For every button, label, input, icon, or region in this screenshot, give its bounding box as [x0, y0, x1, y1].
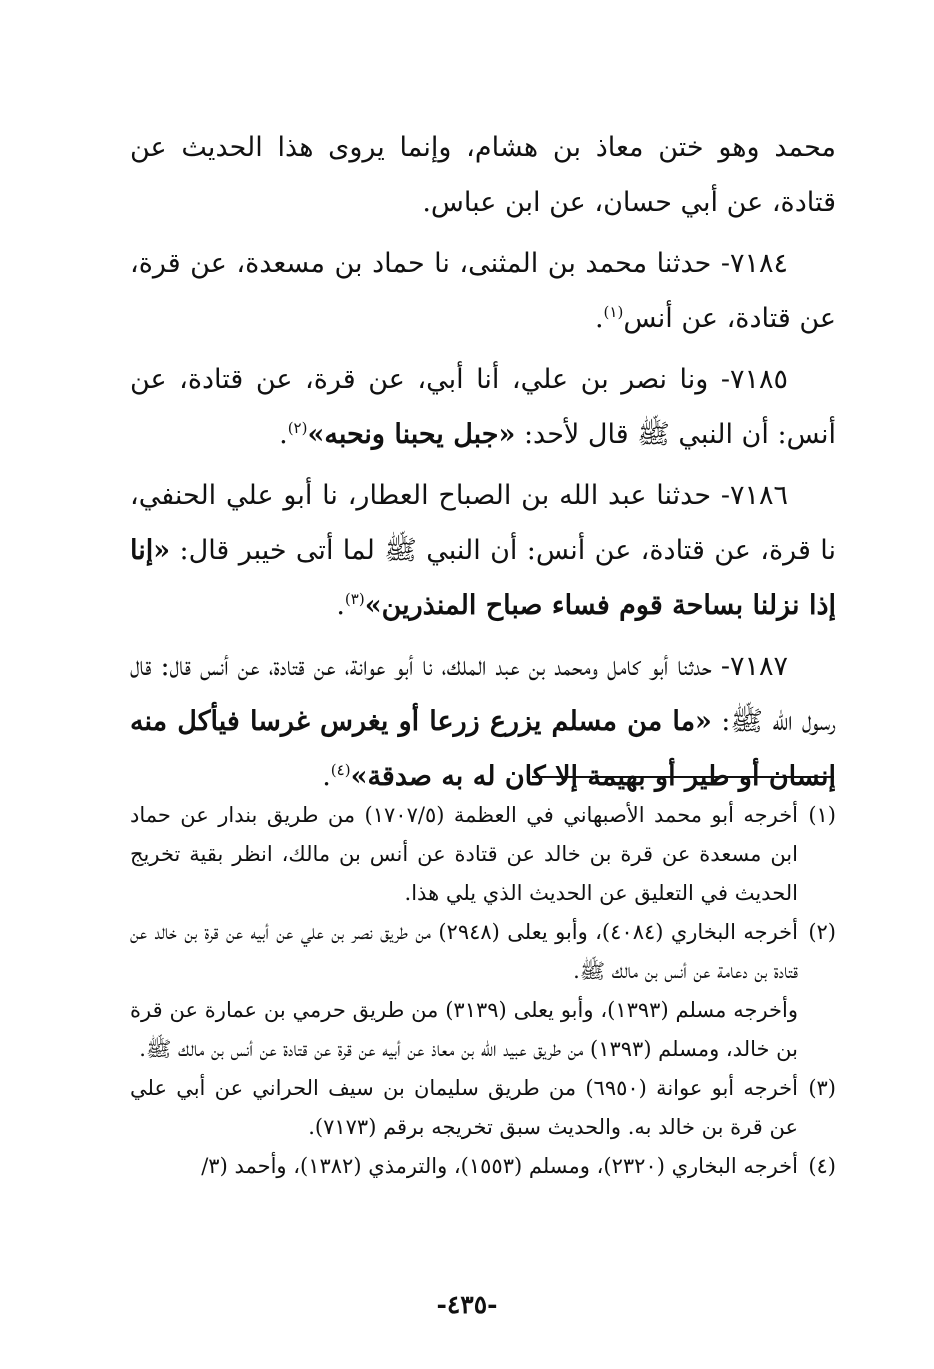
footnote-text: أخرجه البخاري (٤٠٨٤)، وأبو يعلى (٢٩٤٨) من طريق نصر بن علي عن أبيه عن قرة بن خالد عن قتادة بن دعامة عن أنس بن مالك ﷺ. [130, 920, 798, 983]
footnote-3 [130, 1069, 836, 1147]
footnote-text: أخرجه أبو محمد الأصبهاني في العظمة (١٧٠٧/٥) من طريق بندار عن حماد ابن مسعدة عن قرة بن خالد عن قتادة عن أنس بن مالك، انظر بقية تخريج الحديث في التعليق عن الحديث الذي يلي هذا. [130, 803, 799, 905]
footnote-number: (٣) [808, 1076, 836, 1100]
footnote-text: أخرجه البخاري (٢٣٢٠)، ومسلم (١٥٥٣)، والترمذي (١٣٨٢)، وأحمد (٣/ [201, 1154, 798, 1178]
hadith-quote: «إنا إذا نزلنا بساحة قوم فساء صباح المنذرين» [130, 535, 836, 621]
period: . [322, 761, 331, 792]
footnote-1 [130, 796, 836, 913]
paragraph-continuation: محمد وهو ختن معاذ بن هشام، وإنما يروى هذا الحديث عن قتادة، عن أبي حسان، عن ابن عباس. [130, 132, 836, 218]
footnote-text: أخرجه أبو عوانة (٦٩٥٠) من طريق سليمان بن سيف الحراني عن أبي علي عن قرة بن خالد به. والحديث سبق تخريجه برقم (٧١٧٣). [130, 1076, 798, 1139]
period: . [594, 303, 604, 334]
period: . [279, 419, 288, 450]
footnote-ref-2: (٢) [287, 419, 308, 437]
footnote-4 [130, 1147, 836, 1186]
footnote-number: (٤) [808, 1154, 836, 1178]
hadith-quote: «جبل يحبنا ونحبه» [307, 419, 516, 450]
hadith-text: ٧١٨٦- حدثنا عبد الله بن الصباح العطار، نا أبو علي الحنفي، نا قرة، عن قتادة، عن أنس: أن النبي ﷺ لما أتى خيبر قال: [130, 480, 836, 566]
period: . [336, 590, 345, 621]
footnote-2-continuation [130, 991, 836, 1069]
footnote-separator [532, 776, 834, 778]
footnote-2 [130, 913, 836, 991]
hadith-7187 [130, 639, 836, 804]
footnotes [130, 796, 836, 1186]
hadith-text: ٧١٨٥- ونا نصر بن علي، أنا أبي، عن قرة، عن قتادة، عن أنس: أن النبي ﷺ قال لأحد: [130, 364, 836, 450]
hadith-text: ٧١٨٤- حدثنا محمد بن المثنى، نا حماد بن مسعدة، عن قرة، عن قتادة، عن أنس [130, 248, 836, 334]
main-text [130, 120, 836, 810]
footnote-ref-1: (١) [603, 303, 624, 321]
page-number: -٤٣٥- [436, 1290, 498, 1319]
footnote-number: (١) [808, 803, 836, 827]
footnote-ref-4: (٤) [330, 761, 351, 779]
hadith-7184 [130, 236, 836, 346]
hadith-7186 [130, 468, 836, 633]
footnote-ref-3: (٣) [344, 590, 365, 608]
footnote-number: (٢) [808, 920, 836, 944]
hadith-7185 [130, 352, 836, 462]
hadith-text: ٧١٨٧- حدثنا أبو كامل ومحمد بن عبد الملك، نا أبو عوانة، عن قتادة، عن أنس قال: قال رسول الله ﷺ: [130, 651, 836, 737]
hadith-quote: «ما من مسلم يزرع زرعا أو يغرس غرسا فيأكل منه إنسان أو طير أو بهيمة إلا كان له به صدقة» [130, 706, 836, 792]
footnote-text: وأخرجه مسلم (١٣٩٣)، وأبو يعلى (٣١٣٩) من طريق حرمي بن عمارة عن قرة بن خالد، ومسلم (١٣٩٣) من طريق عبيد الله بن معاذ عن أبيه عن قرة عن قتادة عن أنس بن مالك ﷺ. [130, 998, 798, 1061]
